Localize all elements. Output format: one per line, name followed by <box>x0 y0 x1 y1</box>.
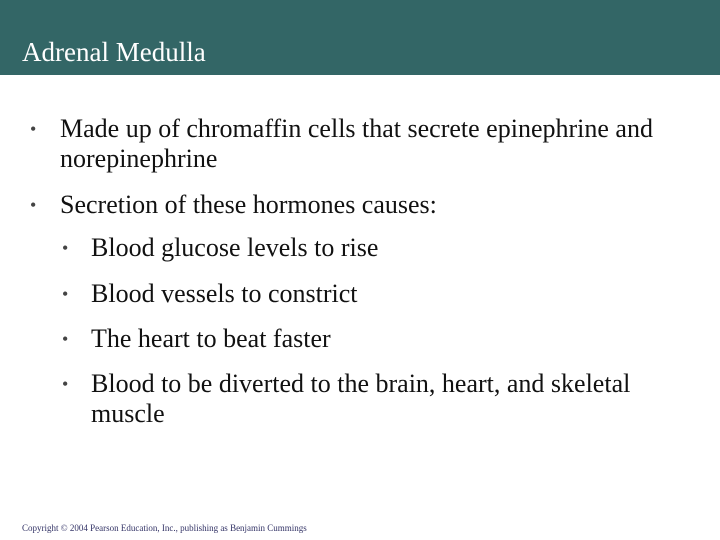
bullet-dot-icon: • <box>62 329 69 349</box>
sub-bullet-text: Blood to be diverted to the brain, heart, and skeletal muscle <box>91 369 631 428</box>
slide-title: Adrenal Medulla <box>22 37 206 67</box>
bullet-dot-icon: • <box>30 119 37 139</box>
copyright-footer: Copyright © 2004 Pearson Education, Inc., publishing as Benjamin Cummings <box>22 523 307 533</box>
bullet-dot-icon: • <box>30 195 37 215</box>
bullet-text: Made up of chromaffin cells that secrete epinephrine and norepinephrine <box>60 114 653 173</box>
bullet-dot-icon: • <box>62 238 69 258</box>
bullet-dot-icon: • <box>62 374 69 394</box>
sub-bullet-text: Blood vessels to constrict <box>91 279 358 308</box>
bullet-dot-icon: • <box>62 284 69 304</box>
sub-bullet-text: The heart to beat faster <box>91 324 331 353</box>
sub-bullet-text: Blood glucose levels to rise <box>91 233 379 262</box>
bullet-text: Secretion of these hormones causes: <box>60 190 437 219</box>
